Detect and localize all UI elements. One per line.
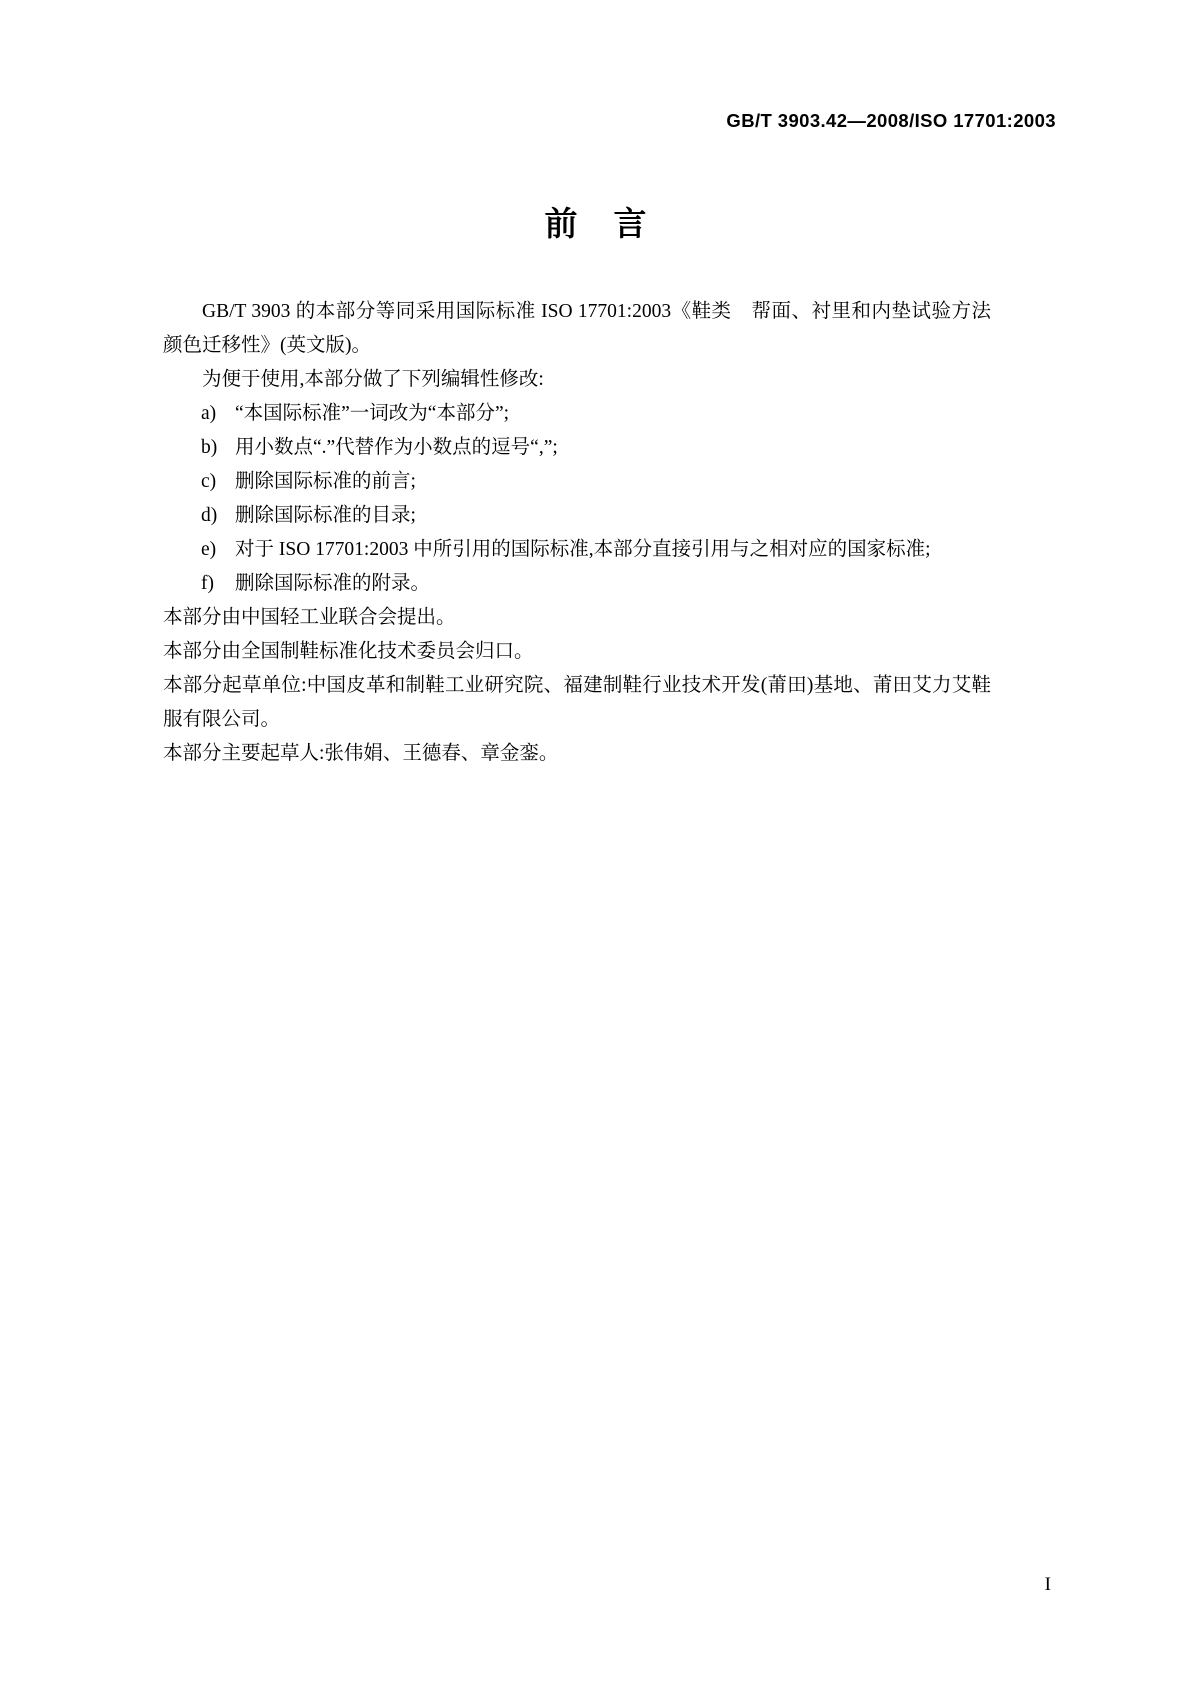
- foreword-intro-paragraph: GB/T 3903 的本部分等同采用国际标准 ISO 17701:2003《鞋类 帮面、衬里和内垫试验方法 颜色迁移性》(英文版)。: [163, 301, 1011, 356]
- list-item: [163, 567, 991, 601]
- foreword-administration: 本部分由全国制鞋标准化技术委员会归口。: [163, 641, 534, 662]
- list-item-label: 删除国际标准的附录。: [235, 573, 431, 594]
- list-item-marker: b): [201, 437, 218, 458]
- page-title: 前言: [544, 204, 683, 243]
- foreword-proposer: 本部分由中国轻工业联合会提出。: [163, 607, 456, 628]
- list-item: [163, 465, 991, 499]
- list-item: [163, 499, 991, 533]
- list-item-label: 删除国际标准的前言;: [235, 471, 416, 492]
- foreword-drafting-units: 本部分起草单位:中国皮革和制鞋工业研究院、福建制鞋行业技术开发(莆田)基地、莆田艾力艾鞋服有限公司。: [163, 675, 991, 730]
- list-item-label: “本国际标准”一词改为“本部分”;: [235, 403, 510, 424]
- page-number: I: [1044, 1574, 1051, 1595]
- foreword-body: [163, 295, 1011, 771]
- list-item-marker: e): [201, 539, 217, 560]
- list-item: [163, 533, 991, 567]
- list-item-label: 对于 ISO 17701:2003 中所引用的国际标准,本部分直接引用与之相对应的国家标准;: [235, 539, 931, 560]
- list-item-marker: c): [201, 471, 217, 492]
- list-item-label: 删除国际标准的目录;: [235, 505, 416, 526]
- editorial-changes-list: [163, 397, 991, 601]
- list-item-marker: a): [201, 403, 217, 424]
- list-item: [163, 397, 991, 431]
- list-item-label: 用小数点“.”代替作为小数点的逗号“,”;: [235, 437, 558, 458]
- foreword-main-drafters: 本部分主要起草人:张伟娟、王德春、章金銮。: [163, 743, 559, 764]
- running-header-standard-number: GB/T 3903.42—2008/ISO 17701:2003: [726, 110, 1056, 131]
- list-item-marker: f): [201, 573, 214, 594]
- list-item-marker: d): [201, 505, 218, 526]
- list-item: [163, 431, 991, 465]
- foreword-edit-lead: 为便于使用,本部分做了下列编辑性修改:: [202, 369, 544, 390]
